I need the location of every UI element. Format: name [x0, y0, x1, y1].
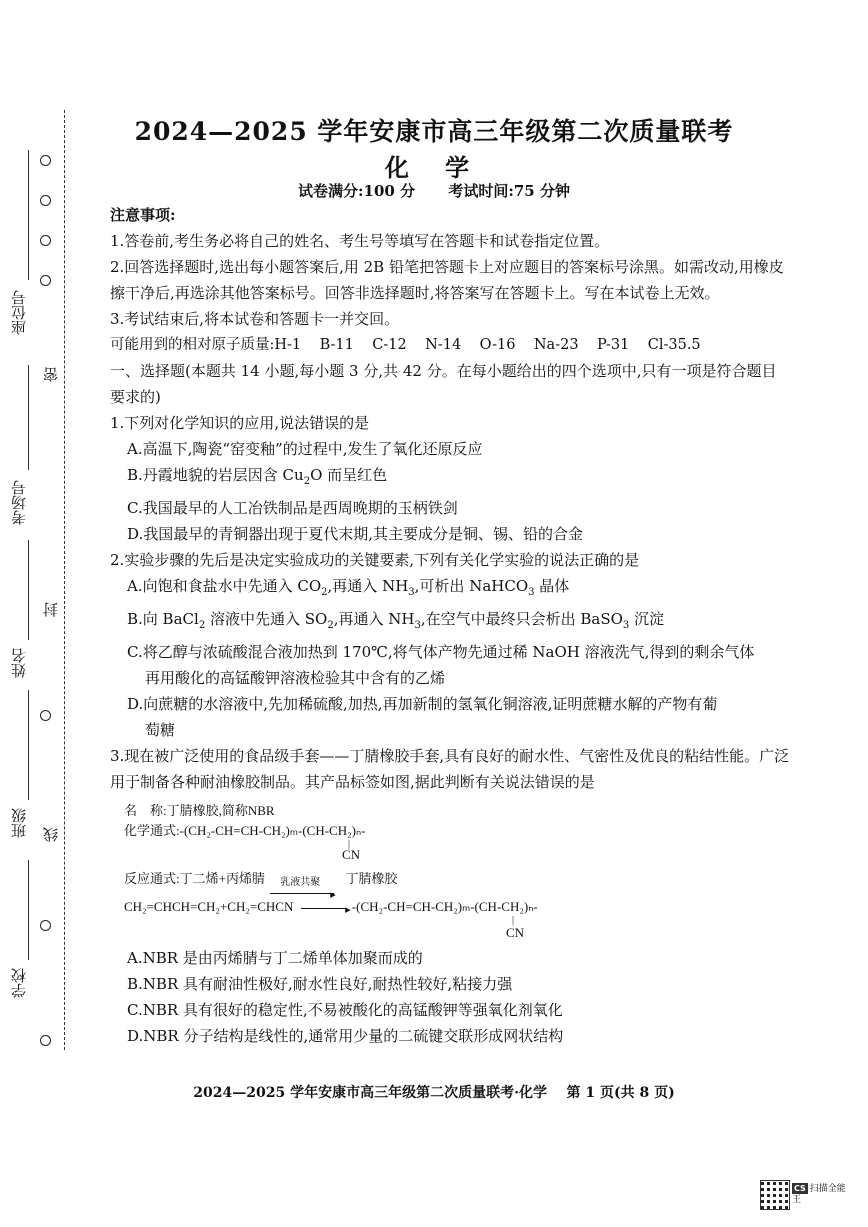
scanner-app-name: 扫描全能王 [792, 1184, 846, 1205]
cut-line [64, 110, 65, 1050]
school-line [28, 860, 29, 960]
question-1-stem: 1.下列对化学知识的应用,说法错误的是 [110, 414, 370, 432]
equation-right: -(CH₂-CH=CH-CH₂)ₘ-(CH-CH₂)ₙ- [351, 899, 538, 914]
exam-content [110, 202, 790, 1049]
q1-option-a: A.高温下,陶瓷“窑变釉”的过程中,发生了氧化还原反应 [127, 440, 483, 458]
school-label: 学校 [10, 968, 28, 998]
cn-label: CN [506, 925, 525, 940]
binding-hole [40, 235, 51, 246]
q1-option-b: B.丹霞地貌的岩层因含 $Cu_2O$ 而呈红色 [127, 466, 388, 487]
cn-group-2 [124, 917, 790, 941]
section-heading: 一、选择题(本题共 14 小题,每小题 3 分,共 42 分。在每小题给出的四个选项中,只有一项是符合题目要求的) [110, 362, 777, 406]
atomic-mass-line: 可能用到的相对原子质量:H-1 B-11 C-12 N-14 O-16 Na-23 P-31 Cl-35.5 [110, 337, 701, 353]
notice-heading: 注意事项: [110, 206, 176, 224]
q3-option-a: A.NBR 是由丙烯腈与丁二烯单体加聚而成的 [127, 949, 423, 967]
subject-title: 化 学 [384, 153, 484, 182]
nbr-label-figure [124, 801, 790, 941]
equation-arrow: ▸ [301, 908, 345, 909]
label-reaction: 反应通式:丁二烯+丙烯腈 [124, 871, 265, 886]
q1-option-d: D.我国最早的青铜器出现于夏代末期,其主要成分是铜、锡、铅的合金 [127, 525, 584, 543]
q3-option-d: D.NBR 分子结构是线性的,通常用少量的二硫键交联形成网状结构 [127, 1027, 564, 1045]
seal-mark: 密 [42, 367, 60, 382]
exam-room-label: 考场号 [10, 480, 28, 525]
exam-meta [0, 180, 868, 201]
class-label: 班级 [10, 808, 28, 838]
q3-option-c: C.NBR 具有很好的稳定性,不易被酸化的高锰酸钾等强氧化剂氧化 [127, 1001, 563, 1019]
binding-hole [40, 920, 51, 931]
exam-no-line [28, 365, 29, 470]
q1-option-c: C.我国最早的人工冶铁制品是西周晚期的玉柄铁剑 [127, 499, 458, 517]
label-name: 名 称:丁腈橡胶,简称NBR [124, 803, 275, 818]
equation-left: CH₂=CHCH=CH₂+CH₂=CHCN [124, 899, 294, 914]
page-footer: 2024—2025 学年安康市高三年级第二次质量联考·化学 第 1 页(共 8 页) [193, 1085, 675, 1101]
notice-item: 1.答卷前,考生务必将自己的姓名、考生号等填写在答题卡和试卷指定位置。 [110, 232, 610, 250]
binding-hole [40, 1035, 51, 1046]
reaction-product: 丁腈橡胶 [345, 871, 398, 886]
question-2-stem: 2.实验步骤的先后是决定实验成功的关键要素,下列有关化学实验的说法正确的是 [110, 551, 640, 569]
class-line [28, 690, 29, 800]
cn-group-1 [124, 839, 790, 862]
seal-mark: 封 [42, 602, 60, 617]
cn-label: CN [342, 847, 361, 862]
seat-number-label: 座位号 [10, 290, 28, 335]
q2-option-c-cont: 再用酸化的高锰酸钾溶液检验其中含有的乙烯 [145, 669, 446, 687]
arrow-condition: 乳液共聚 [280, 877, 321, 888]
scanner-brand [792, 1183, 852, 1205]
notice-item: 2.回答选择题时,选出每小题答案后,用 2B 铅笔把答题卡上对应题目的答案标号涂黑。如需改动,用橡皮擦干净后,再选涂其他答案标号。回答非选择题时,将答案写在答题卡上。写在本试卷上无效。 [110, 258, 784, 302]
binding-margin [0, 100, 80, 1060]
exam-time: 考试时间:75 分钟 [448, 182, 570, 200]
name-label: 姓名 [10, 648, 28, 678]
name-line [28, 540, 29, 640]
label-reaction-row: 反应通式:丁二烯+丙烯腈 乳液共聚 ▸ 丁腈橡胶 [124, 871, 398, 901]
label-formula: 化学通式:-(CH₂-CH=CH-CH₂)ₘ-(CH-CH₂)ₙ- [124, 823, 366, 838]
q2-option-a: A.向饱和食盐水中先通入 $CO_2$,再通入 $NH_3$,可析出 NaHCO$_3$ 晶体 [127, 577, 570, 598]
qr-code-icon [760, 1180, 790, 1210]
notice-item: 3.考试结束后,将本试卷和答题卡一并交回。 [110, 310, 400, 328]
bond-line: | [512, 915, 515, 926]
cs-logo: CS [794, 1184, 806, 1193]
q2-option-d-cont: 萄糖 [145, 721, 176, 739]
q2-option-d: D.向蔗糖的水溶液中,先加稀硫酸,加热,再加新制的氢氧化铜溶液,证明蔗糖水解的产物有葡 [127, 695, 718, 713]
seal-mark: 线 [42, 827, 60, 842]
bond-line: | [348, 839, 351, 850]
scanner-badge [760, 1180, 856, 1210]
q3-option-b: B.NBR 具有耐油性极好,耐水性良好,耐热性较好,粘接力强 [127, 975, 513, 993]
exam-title: 2024—2025 学年安康市高三年级第二次质量联考 [134, 117, 734, 146]
binding-hole [40, 275, 51, 286]
q2-option-b: B.向 BaCl$_2$ 溶液中先通入 $SO_2$,再通入 $NH_3$,在空气中最终只会析出 BaSO$_3$ 沉淀 [127, 610, 665, 631]
binding-hole [40, 710, 51, 721]
question-3-stem: 3.现在被广泛使用的食品级手套——丁腈橡胶手套,具有良好的耐水性、气密性及优良的粘结性能。广泛用于制备各种耐油橡胶制品。其产品标签如图,据此判断有关说法错误的是 [110, 747, 790, 791]
full-score: 试卷满分:100 分 [298, 182, 416, 200]
equation-row [124, 897, 790, 917]
q2-option-c: C.将乙醇与浓硫酸混合液加热到 170℃,将气体产物先通过稀 NaOH 溶液洗气,得到的剩余气体 [127, 643, 755, 661]
